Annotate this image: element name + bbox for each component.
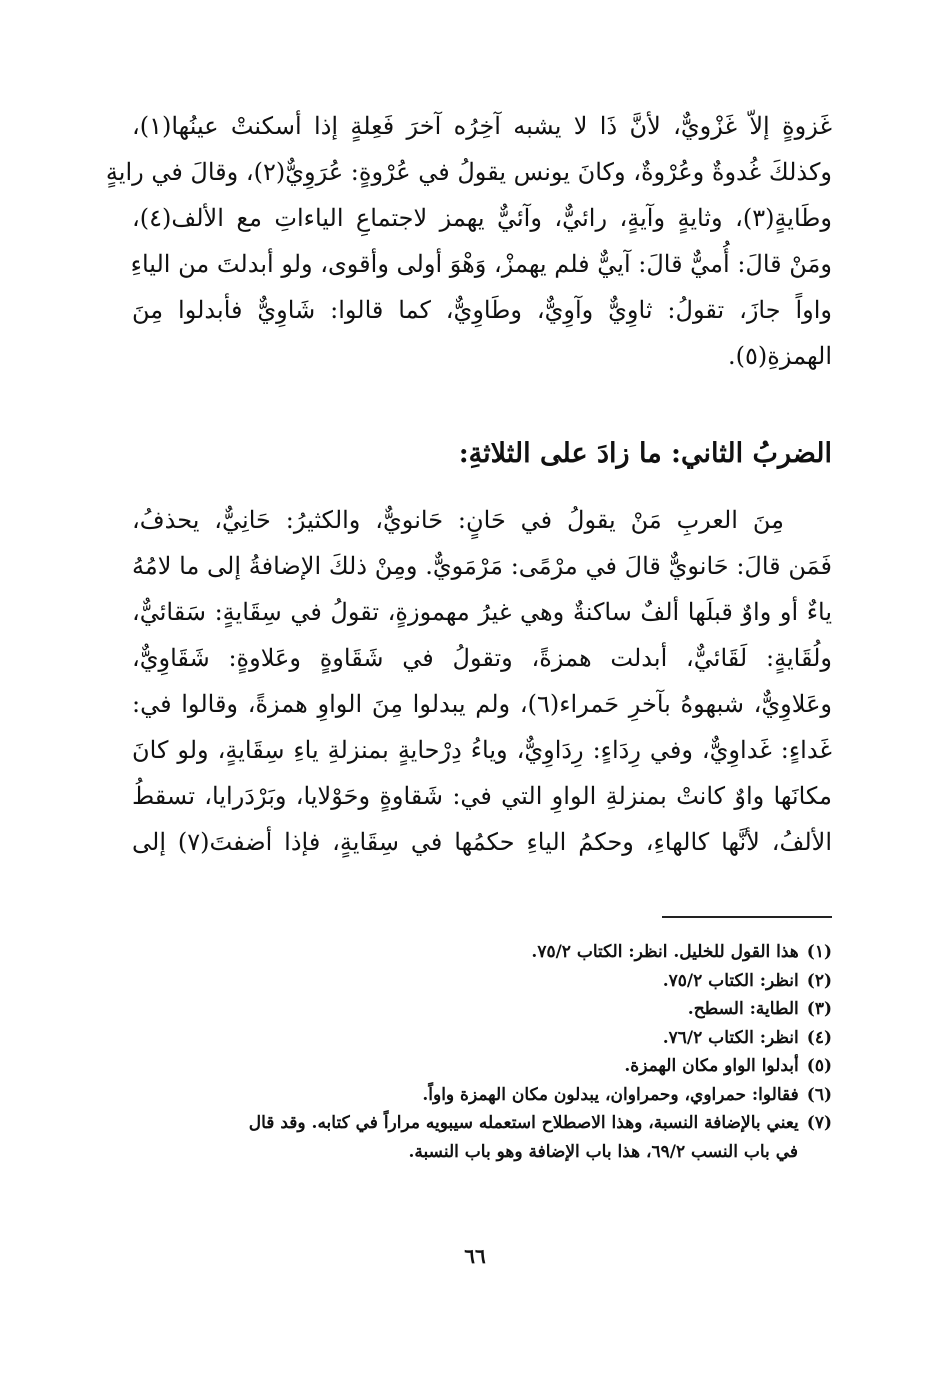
paragraph-line: واواً جازَ، تقولُ: ثاوِيٌّ وآوِيٌّ، وطَاوِيٌّ، كما قالوا: شَاوِيٌّ فأبدلوا مِنَ bbox=[132, 296, 832, 324]
paragraph-line: مكانَها واوٌ كانتْ بمنزلةِ الواوِ التي في: شَقاوةٍ وحَوْلايا، وبَرْدَرايا، تسقطُ bbox=[132, 782, 832, 810]
footnote bbox=[132, 1109, 832, 1138]
paragraph-line: الهمزةِ(٥). bbox=[728, 342, 832, 370]
footnote-text: هذا القول للخليل. انظر: الكتاب ٧٥/٢. bbox=[531, 942, 799, 962]
footnote bbox=[132, 967, 832, 996]
paragraph-line: غَزوةٍ إلاّ غَزْويٌّ، لأنَّ ذَا لا يشبه آخِرُه آخرَ فَعِلةٍ إذا أسكنتْ عينُها(١)، bbox=[132, 112, 832, 140]
footnote-number: (٢) bbox=[806, 970, 832, 991]
footnote-number: (٣) bbox=[806, 999, 832, 1019]
paragraph-line: فَمَن قالَ: حَانويٌّ قالَ في مرْمًى: مَرْمَويٌّ. ومِنْ ذلكَ الإضافةُ إلى ما لامُهُ bbox=[132, 552, 832, 580]
footnotes bbox=[132, 938, 832, 1166]
body-paragraph-1 bbox=[105, 103, 832, 379]
footnote-continuation: في باب النسب ٦٩/٢، هذا باب الإضافة وهو باب النسبة. bbox=[408, 1141, 798, 1162]
paragraph-line: مِنَ العربِ مَنْ يقولُ في حَانٍ: حَانويٌّ، والكثيرُ: حَانِيٌّ، يحذفُ، bbox=[132, 506, 784, 534]
footnote-number: (١) bbox=[806, 942, 832, 962]
paragraph-line: الألفُ، لأنَّها كالهاءِ، وحكمُ الياءِ حكمُها في سِقَايةٍ، فإذا أضفتَ(٧) إلى bbox=[132, 828, 832, 856]
footnote bbox=[132, 1081, 832, 1110]
paragraph-line: وعَلاوِيٌّ، شبهوهُ بآخرِ حَمراء(٦)، ولم يبدلوا مِنَ الواوِ همزةً، وقالوا في: bbox=[132, 690, 832, 718]
footnote-text: الطاية: السطح. bbox=[687, 999, 799, 1019]
footnote-text: فقالوا: حمراوي، وحمراوان، يبدلون مكان الهمزة واواً. bbox=[422, 1084, 799, 1105]
footnote-number: (٤) bbox=[806, 1027, 832, 1048]
footnote-text: يعني بالإضافة النسبة، وهذا الاصطلاح استعمله سيبويه مراراً في كتابه. وقد قال bbox=[248, 1113, 799, 1133]
paragraph-line: غَداءٍ: غَداوِيٌّ، وفي رِدَاءٍ: رِدَاوِيٌّ، وياءُ دِرْحايةٍ بمنزلةِ ياءِ سِقَايةٍ، ولو كانَ bbox=[132, 736, 832, 764]
footnote-divider bbox=[662, 916, 832, 918]
section-heading: الضربُ الثاني: ما زادَ على الثلاثةِ: bbox=[458, 438, 832, 469]
paragraph-line: وكذلكَ غُدوةٌ وعُرْوةٌ، وكانَ يونس يقولُ في عُرْوةٍ: عُرَوِيٌّ(٢)، وقالَ في رايةٍ bbox=[105, 158, 832, 186]
page-number: ٦٦ bbox=[464, 1244, 486, 1268]
footnote-number: (٧) bbox=[806, 1113, 832, 1133]
footnote-text: انظر: الكتاب ٧٦/٢. bbox=[662, 1027, 799, 1048]
footnote bbox=[132, 1052, 832, 1081]
footnote-text: انظر: الكتاب ٧٥/٢. bbox=[662, 970, 799, 991]
footnote bbox=[132, 1024, 832, 1053]
paragraph-line: ومَنْ قالَ: أُميٌّ قالَ: آييٌّ فلم يهمزْ، وَهْوَ أولى وأقوى، ولو أبدلتَ من الياءِ bbox=[130, 250, 832, 278]
paragraph-line: ياءٌ أو واوٌ قبلَها ألفٌ ساكنةٌ وهي غيرُ مهموزةٍ، تقولُ في سِقَايةٍ: سَقائيٌّ، bbox=[132, 598, 832, 626]
paragraph-line: وطَايةٍ(٣)، وثايةٍ وآيةٍ، رائيٌّ، وآئيٌّ يهمز لاجتماعِ الياءاتِ مع الألف(٤)، bbox=[132, 204, 832, 232]
paragraph-line: ولُقَايةٍ: لَقَائيٌّ، أبدلت همزةً، وتقولُ في شَقَاوةٍ وعَلاوةٍ: شَقَاوِيٌّ، bbox=[132, 644, 832, 672]
footnote-number: (٥) bbox=[806, 1056, 832, 1076]
footnote-number: (٦) bbox=[806, 1084, 832, 1105]
footnote bbox=[132, 995, 832, 1024]
body-paragraph-2 bbox=[132, 497, 832, 865]
footnote-text: أبدلوا الواو مكان الهمزة. bbox=[624, 1056, 799, 1076]
footnote bbox=[132, 938, 832, 967]
